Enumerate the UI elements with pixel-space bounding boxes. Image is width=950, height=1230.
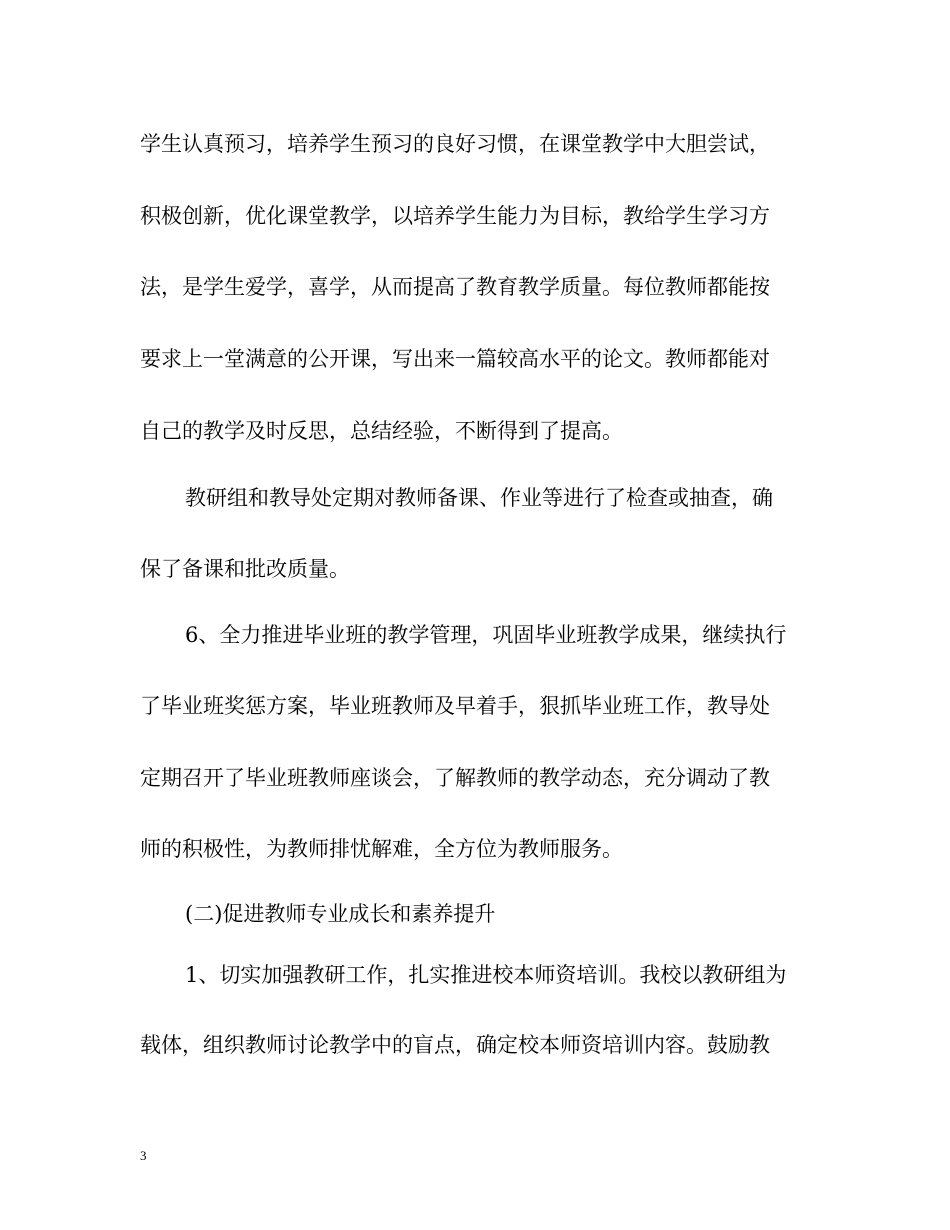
page-number: 3: [140, 1148, 147, 1163]
text-line: 学生认真预习，培养学生预习的良好习惯，在课堂教学中大胆尝试，: [140, 132, 770, 156]
paragraph-start-line: 教研组和教导处定期对教师备课、作业等进行了检查或抽查，确: [185, 486, 773, 510]
section-heading: (二)促进教师专业成长和素养提升: [185, 902, 496, 926]
paragraph-start-line: 6、全力推进毕业班的教学管理，巩固毕业班教学成果，继续执行: [185, 623, 787, 647]
text-line: 积极创新，优化课堂教学，以培养学生能力为目标，教给学生学习方: [140, 204, 770, 228]
text-line: 保了备课和批改质量。: [140, 557, 350, 581]
text-line: 师的积极性，为教师排忧解难，全方位为教师服务。: [140, 837, 623, 861]
text-line: 了毕业班奖惩方案，毕业班教师及早着手，狠抓毕业班工作，教导处: [140, 694, 770, 718]
text-line: 载体，组织教师讨论教学中的盲点，确定校本师资培训内容。鼓励教: [140, 1033, 770, 1057]
text-line: 自己的教学及时反思，总结经验，不断得到了提高。: [140, 419, 623, 443]
paragraph-start-line: 1、切实加强教研工作，扎实推进校本师资培训。我校以教研组为: [185, 963, 787, 987]
text-line: 法，是学生爱学，喜学，从而提高了教育教学质量。每位教师都能按: [140, 275, 770, 299]
text-line: 定期召开了毕业班教师座谈会，了解教师的教学动态，充分调动了教: [140, 766, 770, 790]
text-line: 要求上一堂满意的公开课，写出来一篇较高水平的论文。教师都能对: [140, 347, 770, 371]
